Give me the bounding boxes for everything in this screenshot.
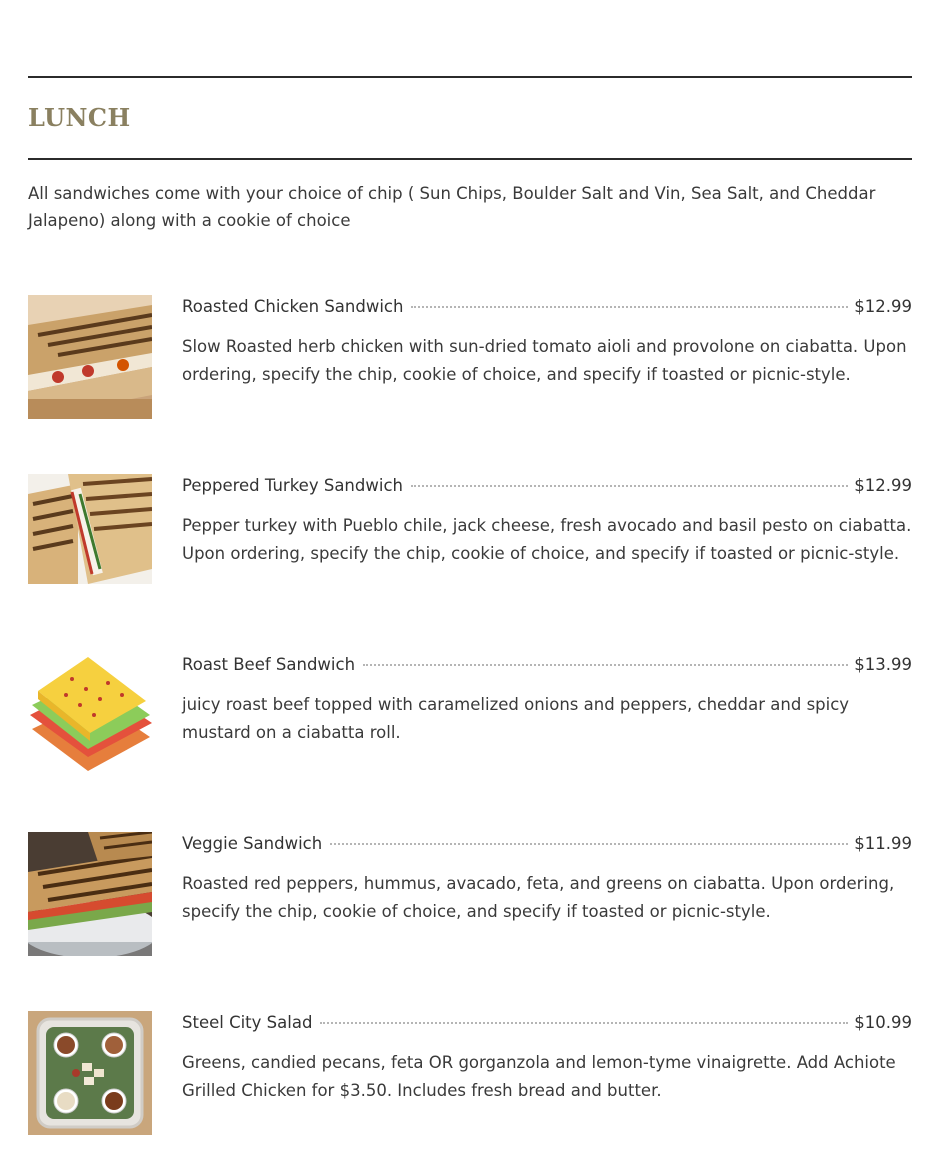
dot-leader [320, 1022, 848, 1024]
item-name: Roast Beef Sandwich [182, 655, 356, 674]
menu-item-roasted-chicken [28, 295, 912, 419]
item-price: $11.99 [854, 834, 912, 853]
section-title: LUNCH [28, 103, 131, 132]
section-intro: All sandwiches come with your choice of chip ( Sun Chips, Boulder Salt and Vin, Sea Salt, and Cheddar Jalapeno) along with a cookie of choice [28, 184, 876, 230]
dot-leader [363, 664, 848, 666]
item-price: $13.99 [854, 655, 912, 674]
item-description: Pepper turkey with Pueblo chile, jack cheese, fresh avocado and basil pesto on ciabatta. Upon ordering, specify the chip, cookie of choice, and specify if toasted or picnic-style. [182, 516, 912, 563]
item-name: Steel City Salad [182, 1013, 313, 1032]
item-price: $12.99 [854, 297, 912, 316]
item-price: $12.99 [854, 476, 912, 495]
peppered-turkey-image [28, 474, 152, 598]
dot-leader [411, 485, 848, 487]
menu-item-steel-city-salad [28, 1011, 912, 1135]
menu-item-roast-beef [28, 653, 912, 777]
menu-item-veggie [28, 832, 912, 956]
veggie-sandwich-image [28, 832, 152, 956]
item-name: Roasted Chicken Sandwich [182, 297, 404, 316]
item-name: Veggie Sandwich [182, 834, 323, 853]
menu-item-peppered-turkey [28, 474, 912, 598]
dot-leader [411, 306, 848, 308]
roasted-chicken-image [28, 295, 152, 419]
steel-city-salad-image [28, 1011, 152, 1135]
item-description: juicy roast beef topped with caramelized onions and peppers, cheddar and spicy mustard on a ciabatta roll. [182, 695, 850, 742]
roast-beef-image [28, 653, 152, 777]
item-description: Slow Roasted herb chicken with sun-dried tomato aioli and provolone on ciabatta. Upon ordering, specify the chip, cookie of choice, and specify if toasted or picnic-style. [182, 337, 907, 384]
item-name: Peppered Turkey Sandwich [182, 476, 403, 495]
top-divider [28, 76, 912, 78]
bottom-divider [28, 158, 912, 160]
item-description: Roasted red peppers, hummus, avacado, feta, and greens on ciabatta. Upon ordering, specify the chip, cookie of choice, and specify if toasted or picnic-style. [182, 874, 895, 921]
item-price: $10.99 [854, 1013, 912, 1032]
dot-leader [330, 843, 848, 845]
item-description: Greens, candied pecans, feta OR gorganzola and lemon-tyme vinaigrette. Add Achiote Grilled Chicken for $3.50. Includes fresh bread and butter. [182, 1053, 896, 1100]
